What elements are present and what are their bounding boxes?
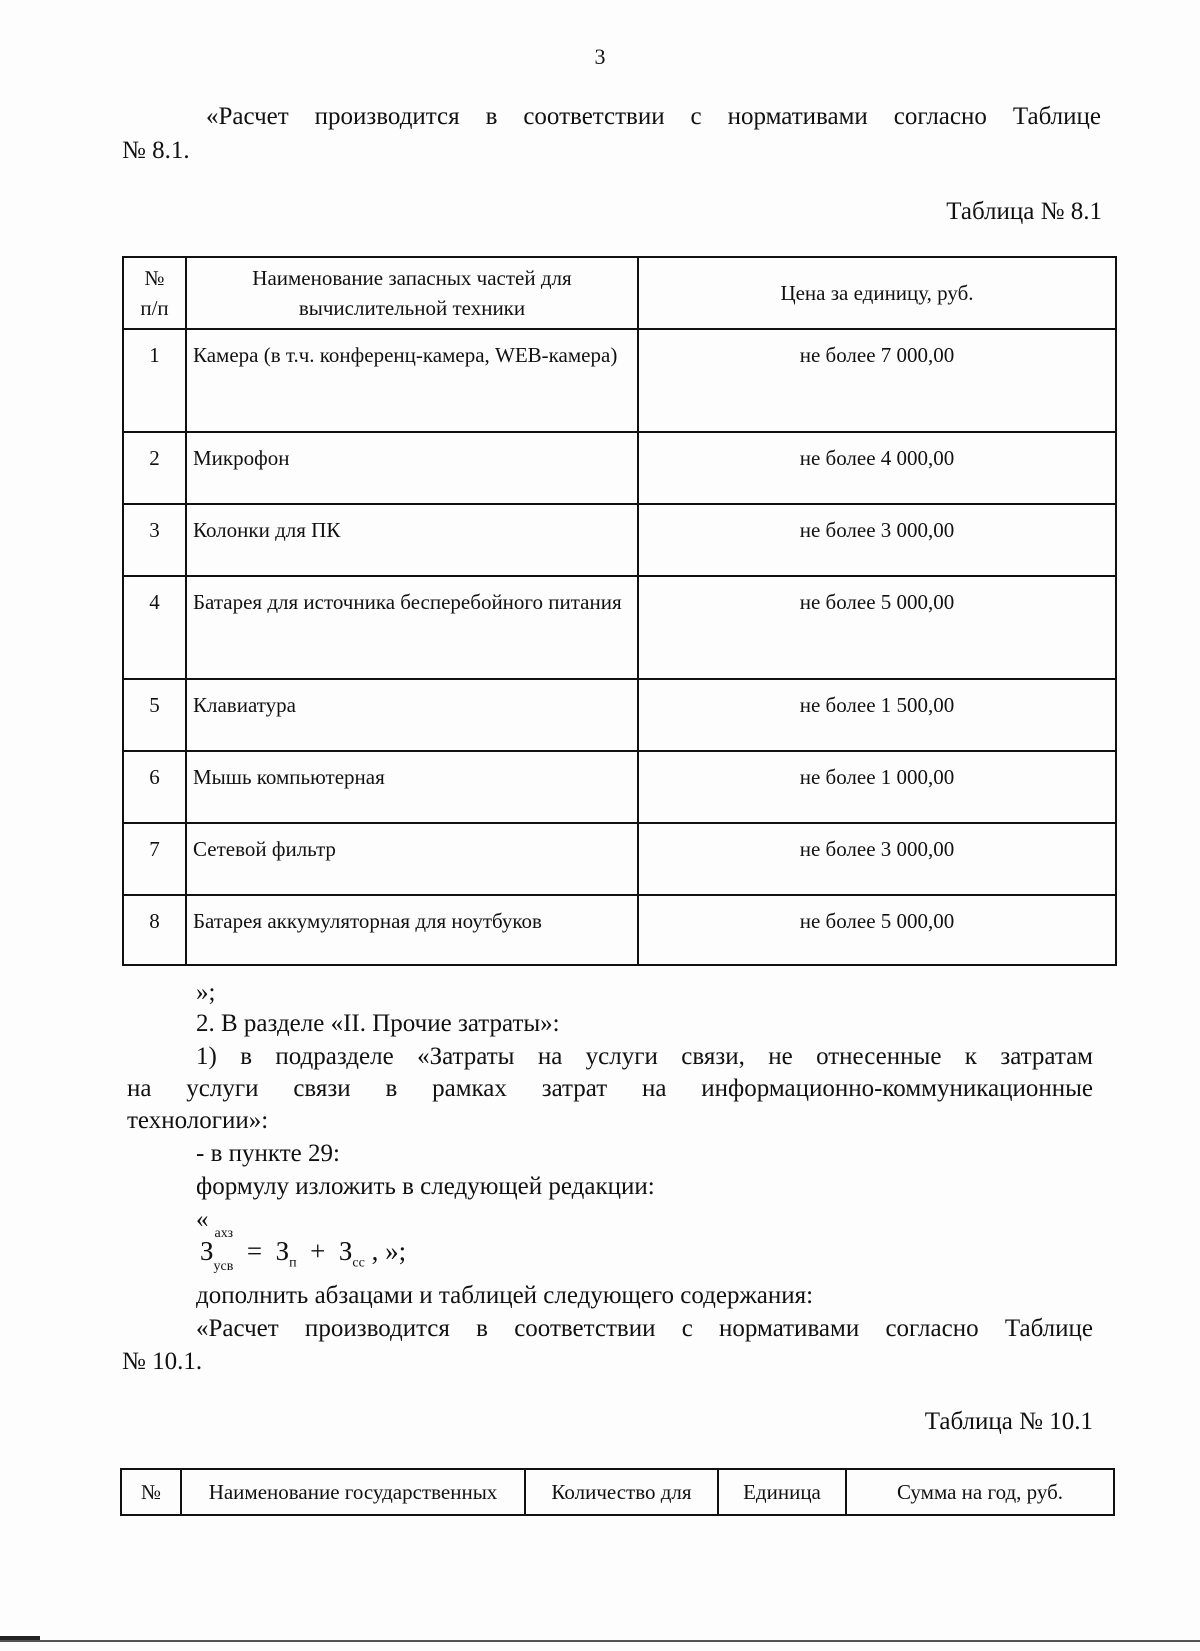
table-row (123, 679, 1116, 751)
intro-paragraph-line2: № 8.1. (122, 137, 190, 164)
header-number: № (121, 1469, 181, 1515)
row-number: 7 (123, 823, 186, 895)
row-number: 3 (123, 504, 186, 576)
formula-term-2: $З_{сс}$ (338, 1236, 365, 1271)
row-number: 6 (123, 751, 186, 823)
row-price: не более 1 500,00 (638, 679, 1116, 751)
subsection-line2: на услуги связи в рамках затрат на информационно-коммуникационные (127, 1075, 1093, 1102)
intro2-line1: «Расчет производится в соответствии с нормативами согласно Таблице (196, 1315, 1093, 1342)
header-quantity: Количество для (525, 1469, 718, 1515)
header-number: № п/п (123, 257, 186, 329)
row-number: 2 (123, 432, 186, 504)
header-price: Цена за единицу, руб. (638, 257, 1116, 329)
table-row (123, 751, 1116, 823)
formula-intro: формулу изложить в следующей редакции: (196, 1173, 655, 1200)
row-name: Батарея для источника бесперебойного питания (186, 576, 638, 679)
row-number: 8 (123, 895, 186, 965)
table-row (123, 576, 1116, 679)
formula-lhs-superscript: ахз (214, 1226, 234, 1241)
formula (200, 1226, 407, 1274)
intro2-line2: № 10.1. (122, 1348, 203, 1375)
row-name: Колонки для ПК (186, 504, 638, 576)
section-2-heading: 2. В разделе «II. Прочие затраты»: (196, 1010, 560, 1037)
row-number: 1 (123, 329, 186, 432)
table-row (123, 895, 1116, 965)
formula-plus: + (303, 1236, 333, 1266)
table-row (123, 329, 1116, 432)
table-8-1 (122, 256, 1117, 966)
table-row (123, 823, 1116, 895)
row-price: не более 1 000,00 (638, 751, 1116, 823)
table-header-row (123, 257, 1116, 329)
supplement-line: дополнить абзацами и таблицей следующего содержания: (196, 1282, 814, 1309)
row-name: Мышь компьютерная (186, 751, 638, 823)
page-number: 3 (594, 44, 606, 69)
formula-equals: = (240, 1236, 269, 1266)
formula-lhs-subscript: усв (213, 1259, 234, 1274)
intro-paragraph-line1: «Расчет производится в соответствии с нормативами согласно Таблице (206, 103, 1101, 130)
header-annual-sum: Сумма на год, руб. (846, 1469, 1114, 1515)
row-name: Батарея аккумуляторная для ноутбуков (186, 895, 638, 965)
formula-tail: , »; (371, 1236, 407, 1266)
row-price: не более 3 000,00 (638, 823, 1116, 895)
scan-bottom-line (0, 1640, 1200, 1642)
row-price: не более 7 000,00 (638, 329, 1116, 432)
row-name: Сетевой фильтр (186, 823, 638, 895)
row-price: не более 5 000,00 (638, 895, 1116, 965)
table-8-1-title: Таблица № 8.1 (946, 198, 1102, 225)
point-29: - в пункте 29: (196, 1140, 340, 1167)
header-unit: Единица (718, 1469, 846, 1515)
row-number: 4 (123, 576, 186, 679)
formula-term-1: $З_п$ (275, 1236, 297, 1271)
formula-open-quote: « (196, 1206, 209, 1233)
row-price: не более 5 000,00 (638, 576, 1116, 679)
row-name: Микрофон (186, 432, 638, 504)
row-number: 5 (123, 679, 186, 751)
table-10-1-title: Таблица № 10.1 (924, 1408, 1093, 1435)
closing-quote: »; (196, 979, 216, 1006)
header-name: Наименование государственных (181, 1469, 525, 1515)
header-name: Наименование запасных частей для вычислительной техники (186, 257, 638, 329)
table-header-row (121, 1469, 1114, 1515)
row-name: Клавиатура (186, 679, 638, 751)
table-10-1 (120, 1468, 1115, 1516)
row-name: Камера (в т.ч. конференц-камера, WEB-камера) (186, 329, 638, 432)
subsection-line3: технологии»: (127, 1107, 269, 1134)
row-price: не более 3 000,00 (638, 504, 1116, 576)
row-price: не более 4 000,00 (638, 432, 1116, 504)
table-row (123, 504, 1116, 576)
table-row (123, 432, 1116, 504)
subsection-line1: 1) в подразделе «Затраты на услуги связи, не отнесенные к затратам (196, 1043, 1093, 1070)
formula-lhs: З ахз $_{усв}$ (200, 1226, 234, 1274)
